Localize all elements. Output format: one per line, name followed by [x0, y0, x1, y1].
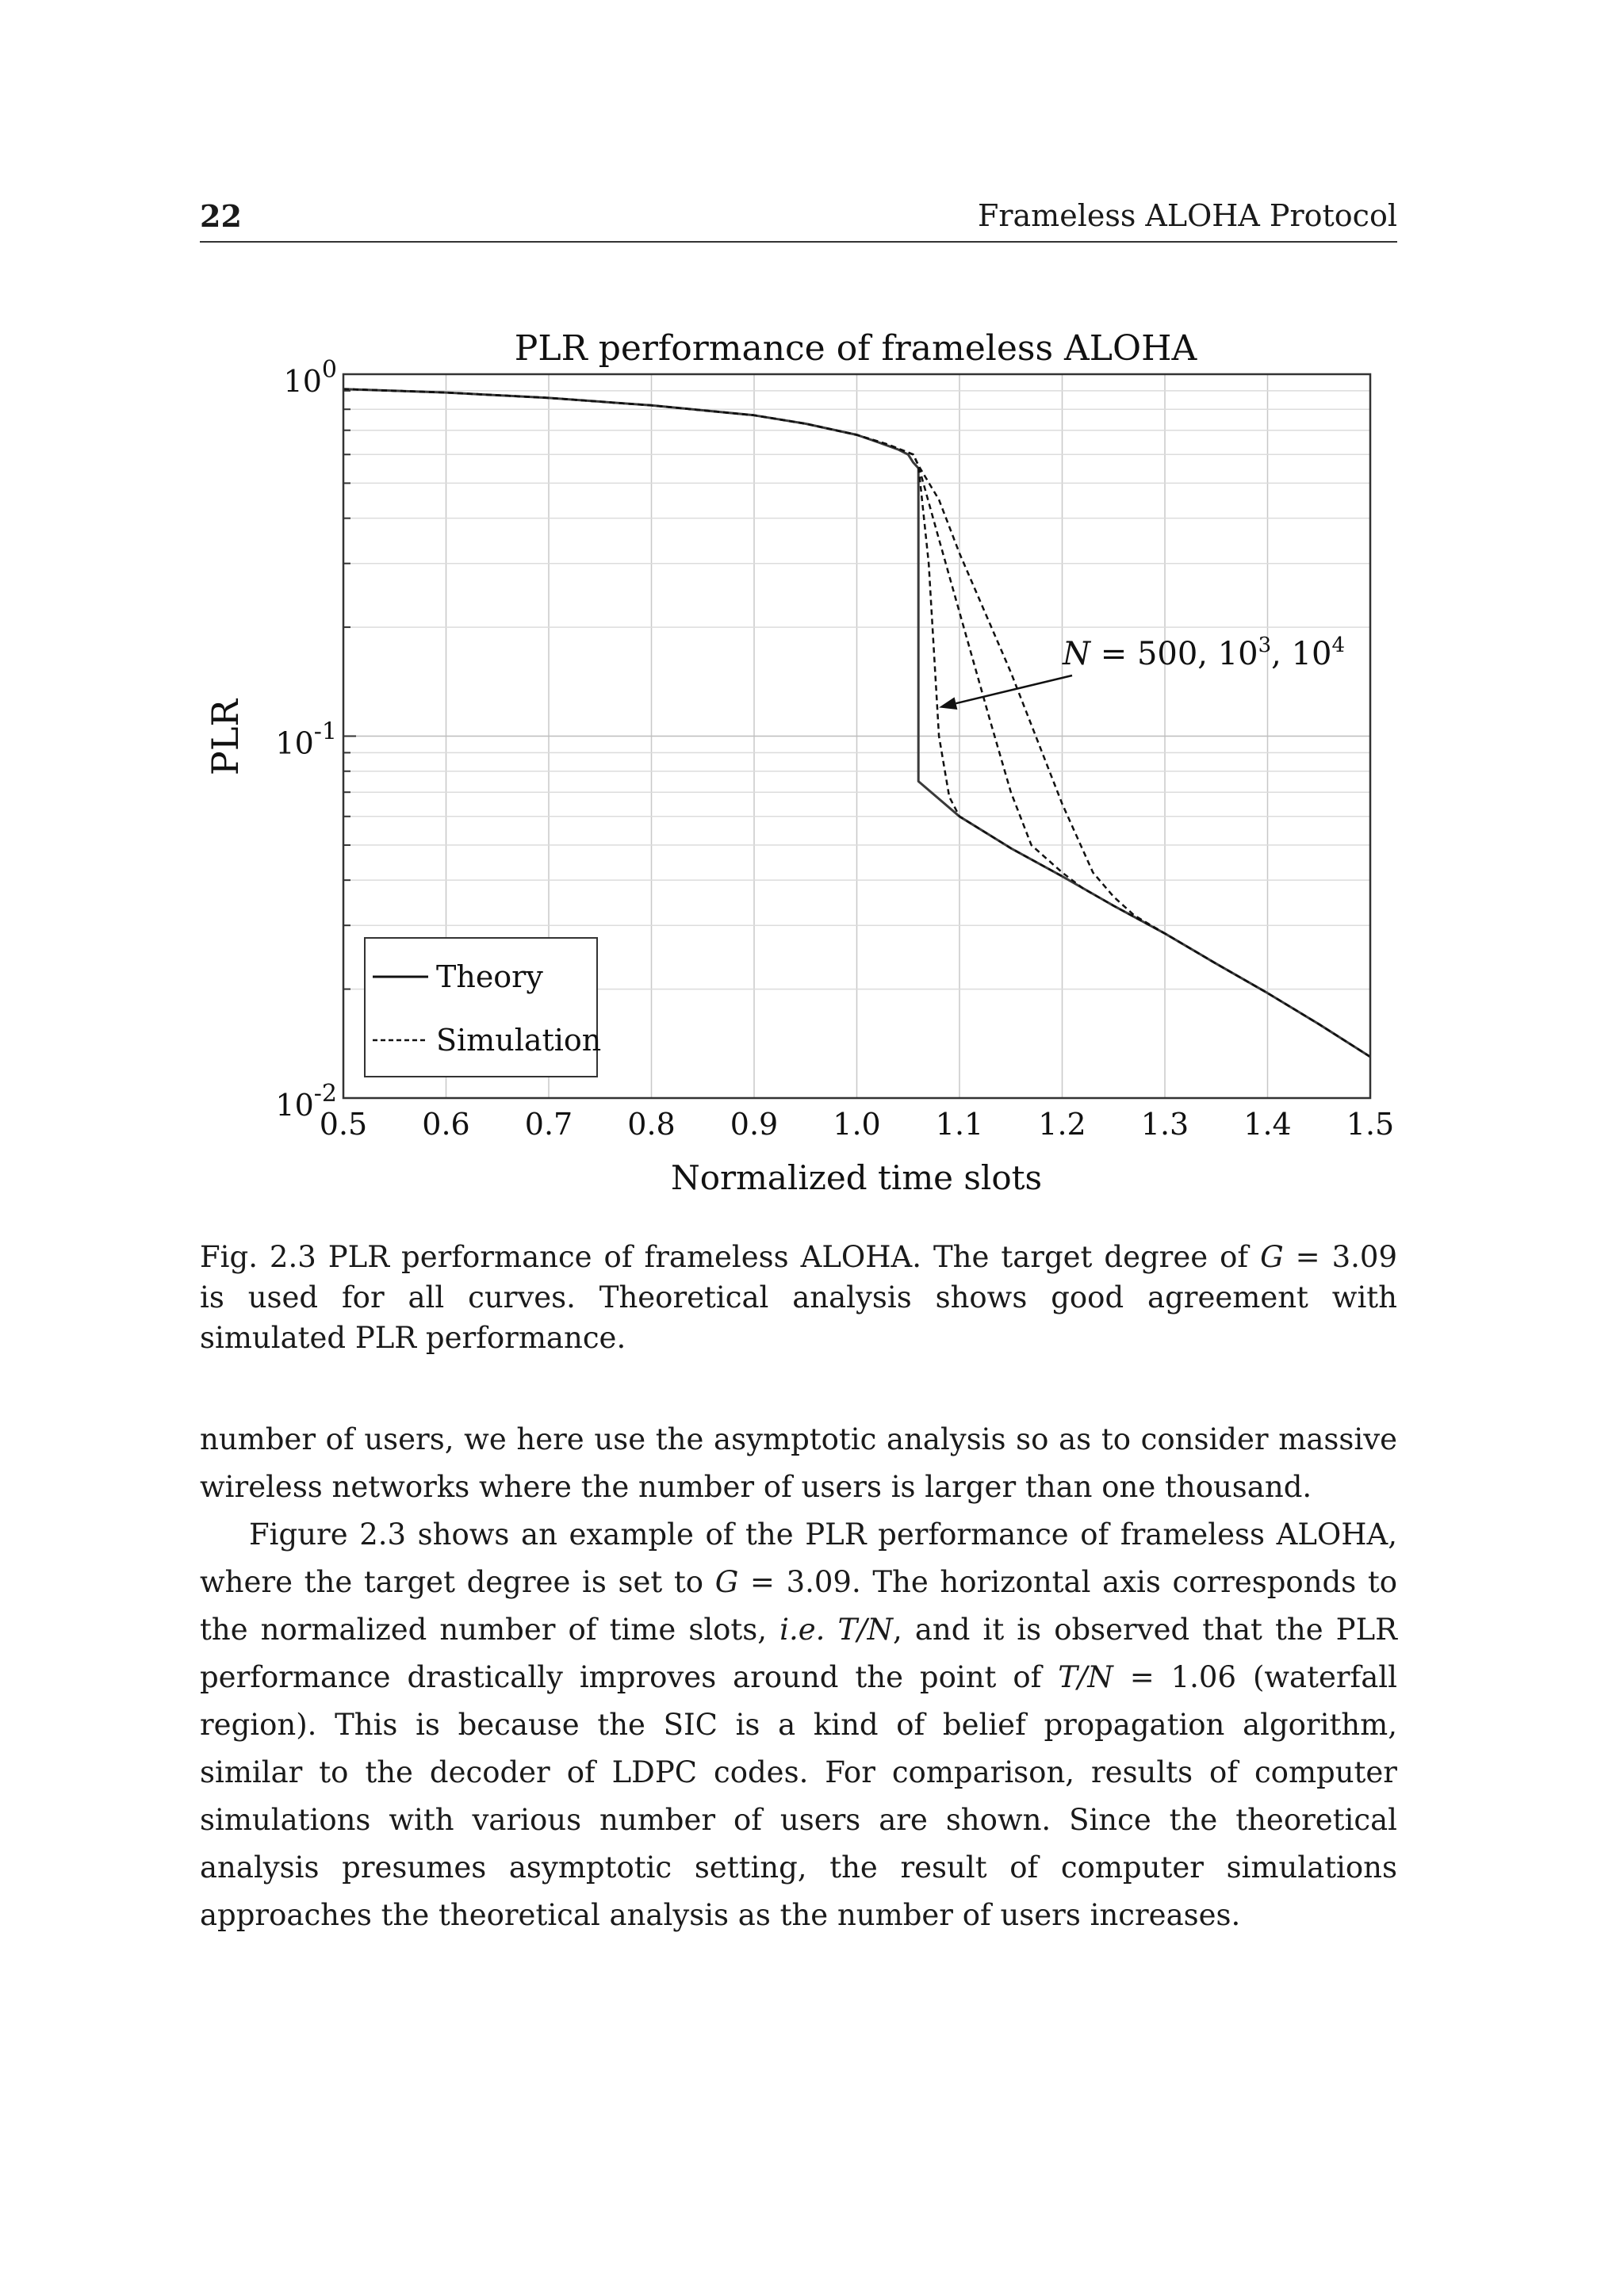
- y-minor-ticks: [343, 391, 356, 1098]
- x-tick-label: 1.4: [1243, 1107, 1292, 1142]
- text-run: Figure 2.3 shows an example of the PLR performance of frameless ALOHA, where the target degree is set to: [200, 1517, 1397, 1599]
- y-axis-label: PLR: [204, 698, 247, 776]
- annotation-text: [1062, 633, 1345, 672]
- caption-text: Fig. 2.3 PLR performance of frameless ALOHA. The target degree of: [200, 1240, 1261, 1274]
- y-tick-base: 10: [275, 725, 314, 761]
- x-tick-labels: [320, 1107, 1394, 1142]
- paragraph: number of users, we here use the asymptotic analysis so as to consider massive wireless networks where the number of users is larger than one thousand.: [200, 1422, 1397, 1504]
- figure-caption: [200, 1237, 1397, 1358]
- text-space: [825, 1613, 837, 1647]
- x-tick-label: 0.5: [319, 1107, 368, 1142]
- x-tick-label: 0.8: [627, 1107, 676, 1142]
- chart-title: PLR performance of frameless ALOHA: [514, 328, 1197, 369]
- text-run: = 3.09. The horizontal axis corresponds to the normalized number of time slots,: [200, 1565, 1398, 1647]
- x-tick-label: 1.1: [935, 1107, 984, 1142]
- body-text: [200, 1416, 1397, 1939]
- y-tick-exponent: -1: [313, 718, 337, 746]
- annotation-exp1: 3: [1258, 633, 1272, 657]
- text-run: = 1.06 (waterfall region). This is because the SIC is a kind of belief propagation algorithm, similar to the decoder of LDPC codes. For comparison, results of computer simulations with various number of users are shown. Since the theoretical analysis presumes asymptotic setting, the result of computer simulations approaches the theoretical analysis as the number of users increases.: [200, 1660, 1397, 1932]
- x-tick-label: 1.0: [833, 1107, 881, 1142]
- legend-simulation-label: Simulation: [436, 1023, 602, 1058]
- page-number: 22: [200, 198, 242, 234]
- x-tick-label: 1.3: [1140, 1107, 1189, 1142]
- simulation-line: [343, 389, 1063, 877]
- annotation-n: N: [1063, 636, 1090, 672]
- y-tick-base: 10: [283, 364, 322, 399]
- y-tick-label: [275, 718, 337, 761]
- legend: [365, 938, 601, 1077]
- y-tick-exponent: -2: [313, 1080, 337, 1108]
- math-g: G: [714, 1565, 739, 1599]
- x-tick-label: 0.6: [422, 1107, 470, 1142]
- y-tick-exponent: 0: [321, 356, 337, 384]
- y-tick-base: 10: [275, 1088, 314, 1123]
- x-tick-label: 0.9: [730, 1107, 779, 1142]
- annotation-exp2: 4: [1331, 633, 1346, 657]
- x-axis-label: Normalized time slots: [670, 1158, 1043, 1197]
- math-tn: T/N: [1058, 1660, 1113, 1694]
- x-tick-label: 0.7: [524, 1107, 573, 1142]
- running-title: Frameless ALOHA Protocol: [978, 198, 1397, 233]
- caption-text-2: = 3.09 is used for all curves. Theoretical analysis shows good agreement with simulated PLR performance.: [200, 1240, 1397, 1355]
- x-tick-label: 1.2: [1038, 1107, 1086, 1142]
- math-tn: T/N: [837, 1613, 894, 1647]
- annotation-arrowhead: [939, 697, 957, 710]
- text-ie: i.e.: [779, 1613, 825, 1647]
- annotation-mid: , 10: [1271, 636, 1332, 672]
- x-tick-label: 1.5: [1346, 1107, 1395, 1142]
- legend-theory-label: Theory: [436, 959, 543, 994]
- paragraph: [200, 1511, 1397, 1939]
- y-tick-labels: [275, 356, 337, 1123]
- caption-g: G: [1260, 1240, 1284, 1274]
- text-run: , and it is observed that the PLR performance drastically improves around the point of: [200, 1613, 1398, 1694]
- y-tick-label: [284, 356, 337, 399]
- annotation-part: = 500, 10: [1090, 636, 1258, 672]
